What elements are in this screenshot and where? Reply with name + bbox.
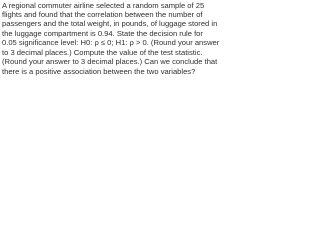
question-line: to 3 decimal places.) Compute the value of the test statistic. [2,47,203,57]
question-line: flights and found that the correlation between the number of [2,9,203,19]
question-line: (Round your answer to 3 decimal places.) Can we conclude that [2,57,218,67]
question-line: 0.05 significance level: H0: ρ ≤ 0; H1: ρ > 0. (Round your answer [2,38,220,48]
question-line: passengers and the total weight, in pounds, of luggage stored in [2,19,218,29]
question-text [2,0,234,76]
question-line: the luggage compartment is 0.94. State the decision rule for [2,28,203,38]
question-line: there is a positive association between the two variables? [2,66,196,76]
question-line: A regional commuter airline selected a random sample of 25 [2,0,205,10]
question-card [0,0,235,88]
